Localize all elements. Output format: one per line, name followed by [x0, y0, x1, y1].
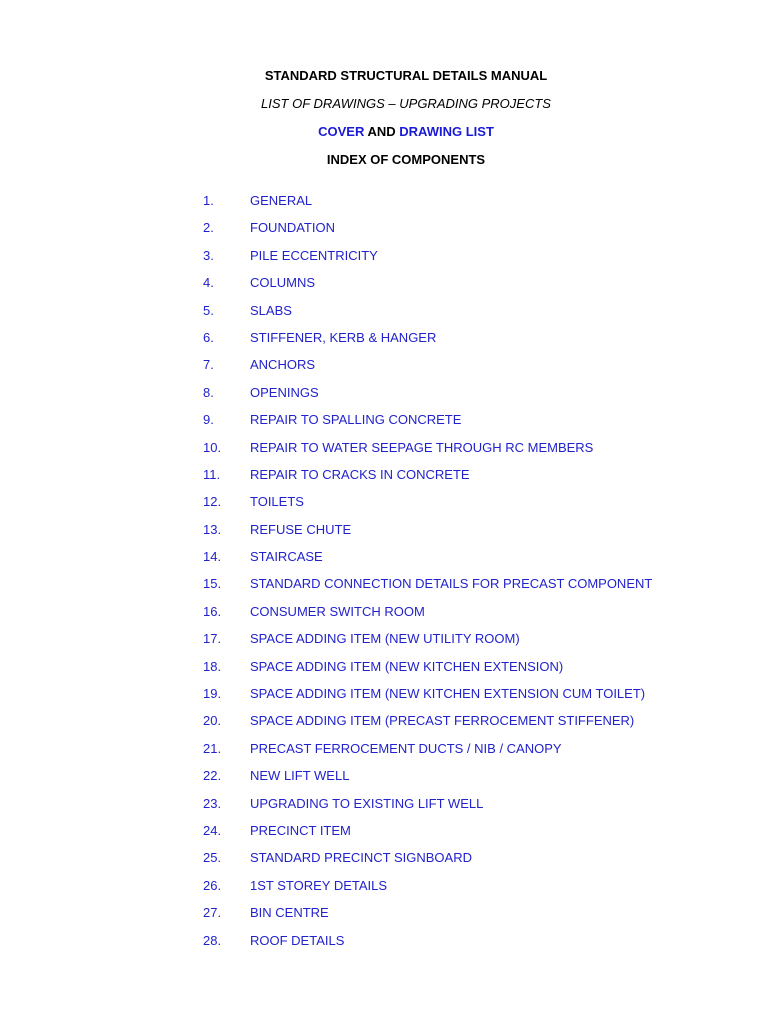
list-item-number: 12.	[203, 494, 222, 510]
cover-drawing-links	[0, 124, 768, 139]
list-item-link[interactable]: REFUSE CHUTE	[250, 521, 352, 537]
list-item-number: 9.	[203, 412, 214, 428]
list-item-link[interactable]: SPACE ADDING ITEM (PRECAST FERROCEMENT STIFFENER)	[250, 713, 635, 729]
list-item-link[interactable]: ROOF DETAILS	[250, 932, 345, 948]
list-item-number: 28.	[203, 932, 222, 948]
list-item-link[interactable]: STAIRCASE	[250, 549, 323, 565]
list-item-link[interactable]: SPACE ADDING ITEM (NEW KITCHEN EXTENSION)	[250, 658, 564, 674]
list-item-number: 3.	[203, 247, 214, 263]
list-item-link[interactable]: BIN CENTRE	[250, 905, 329, 921]
list-item-link[interactable]: PILE ECCENTRICITY	[250, 247, 378, 263]
list-item-link[interactable]: COLUMNS	[250, 275, 316, 291]
list-item-link[interactable]: NEW LIFT WELL	[250, 768, 350, 784]
document-subtitle: LIST OF DRAWINGS – UPGRADING PROJECTS	[261, 96, 551, 111]
list-item-link[interactable]: STANDARD CONNECTION DETAILS FOR PRECAST COMPONENT	[250, 576, 653, 592]
list-item-link[interactable]: STANDARD PRECINCT SIGNBOARD	[250, 850, 472, 866]
list-item-link[interactable]: REPAIR TO WATER SEEPAGE THROUGH RC MEMBERS	[250, 439, 594, 455]
list-item-number: 2.	[203, 220, 214, 236]
list-item-number: 22.	[203, 768, 222, 784]
list-item-link[interactable]: PRECAST FERROCEMENT DUCTS / NIB / CANOPY	[250, 740, 562, 756]
drawing-list-link[interactable]: DRAWING LIST	[399, 124, 494, 139]
cover-link[interactable]: COVER	[318, 124, 365, 139]
list-item-number: 17.	[203, 631, 222, 647]
list-item-number: 1.	[203, 193, 214, 208]
list-item-number: 27.	[203, 905, 222, 921]
list-item-link[interactable]: 1ST STOREY DETAILS	[250, 877, 388, 893]
list-item-number: 26.	[203, 877, 222, 893]
document-title: STANDARD STRUCTURAL DETAILS MANUAL	[264, 68, 548, 83]
list-item-number: 23.	[203, 795, 222, 811]
list-item-number: 14.	[203, 549, 222, 565]
list-item-number: 15.	[203, 576, 222, 592]
list-item-link[interactable]: SPACE ADDING ITEM (NEW UTILITY ROOM)	[250, 631, 520, 647]
list-item-number: 13.	[203, 521, 222, 537]
list-item-link[interactable]: SPACE ADDING ITEM (NEW KITCHEN EXTENSION CUM TOILET)	[250, 686, 646, 702]
list-item-link[interactable]: REPAIR TO SPALLING CONCRETE	[250, 412, 462, 428]
list-item-number: 4.	[203, 275, 214, 291]
list-item-number: 21.	[203, 740, 222, 756]
list-item-number: 18.	[203, 658, 222, 674]
and-text: AND	[367, 124, 396, 139]
list-item-link[interactable]: PRECINCT ITEM	[250, 822, 351, 838]
list-item-number: 5.	[203, 302, 214, 318]
list-item-link[interactable]: REPAIR TO CRACKS IN CONCRETE	[250, 466, 470, 482]
list-item-number: 6.	[203, 329, 214, 345]
list-item-link[interactable]: FOUNDATION	[250, 220, 335, 236]
list-item-link[interactable]: GENERAL	[250, 193, 313, 208]
list-item-link[interactable]: UPGRADING TO EXISTING LIFT WELL	[250, 795, 484, 811]
list-item-link[interactable]: TOILETS	[250, 494, 304, 510]
list-item-link[interactable]: ANCHORS	[250, 357, 316, 373]
list-item-link[interactable]: STIFFENER, KERB & HANGER	[250, 329, 437, 345]
list-item-number: 19.	[203, 686, 222, 702]
list-item-number: 20.	[203, 713, 222, 729]
list-item-number: 10.	[203, 439, 222, 455]
list-item-number: 7.	[203, 357, 214, 373]
index-heading: INDEX OF COMPONENTS	[326, 152, 486, 167]
list-item-number: 25.	[203, 850, 222, 866]
list-item-link[interactable]: SLABS	[250, 302, 292, 318]
list-item-link[interactable]: OPENINGS	[250, 384, 319, 400]
list-item-number: 16.	[203, 603, 222, 619]
list-item-link[interactable]: CONSUMER SWITCH ROOM	[250, 603, 425, 619]
list-item-number: 11.	[203, 466, 221, 482]
list-item-number: 24.	[203, 822, 222, 838]
list-item-number: 8.	[203, 384, 214, 400]
